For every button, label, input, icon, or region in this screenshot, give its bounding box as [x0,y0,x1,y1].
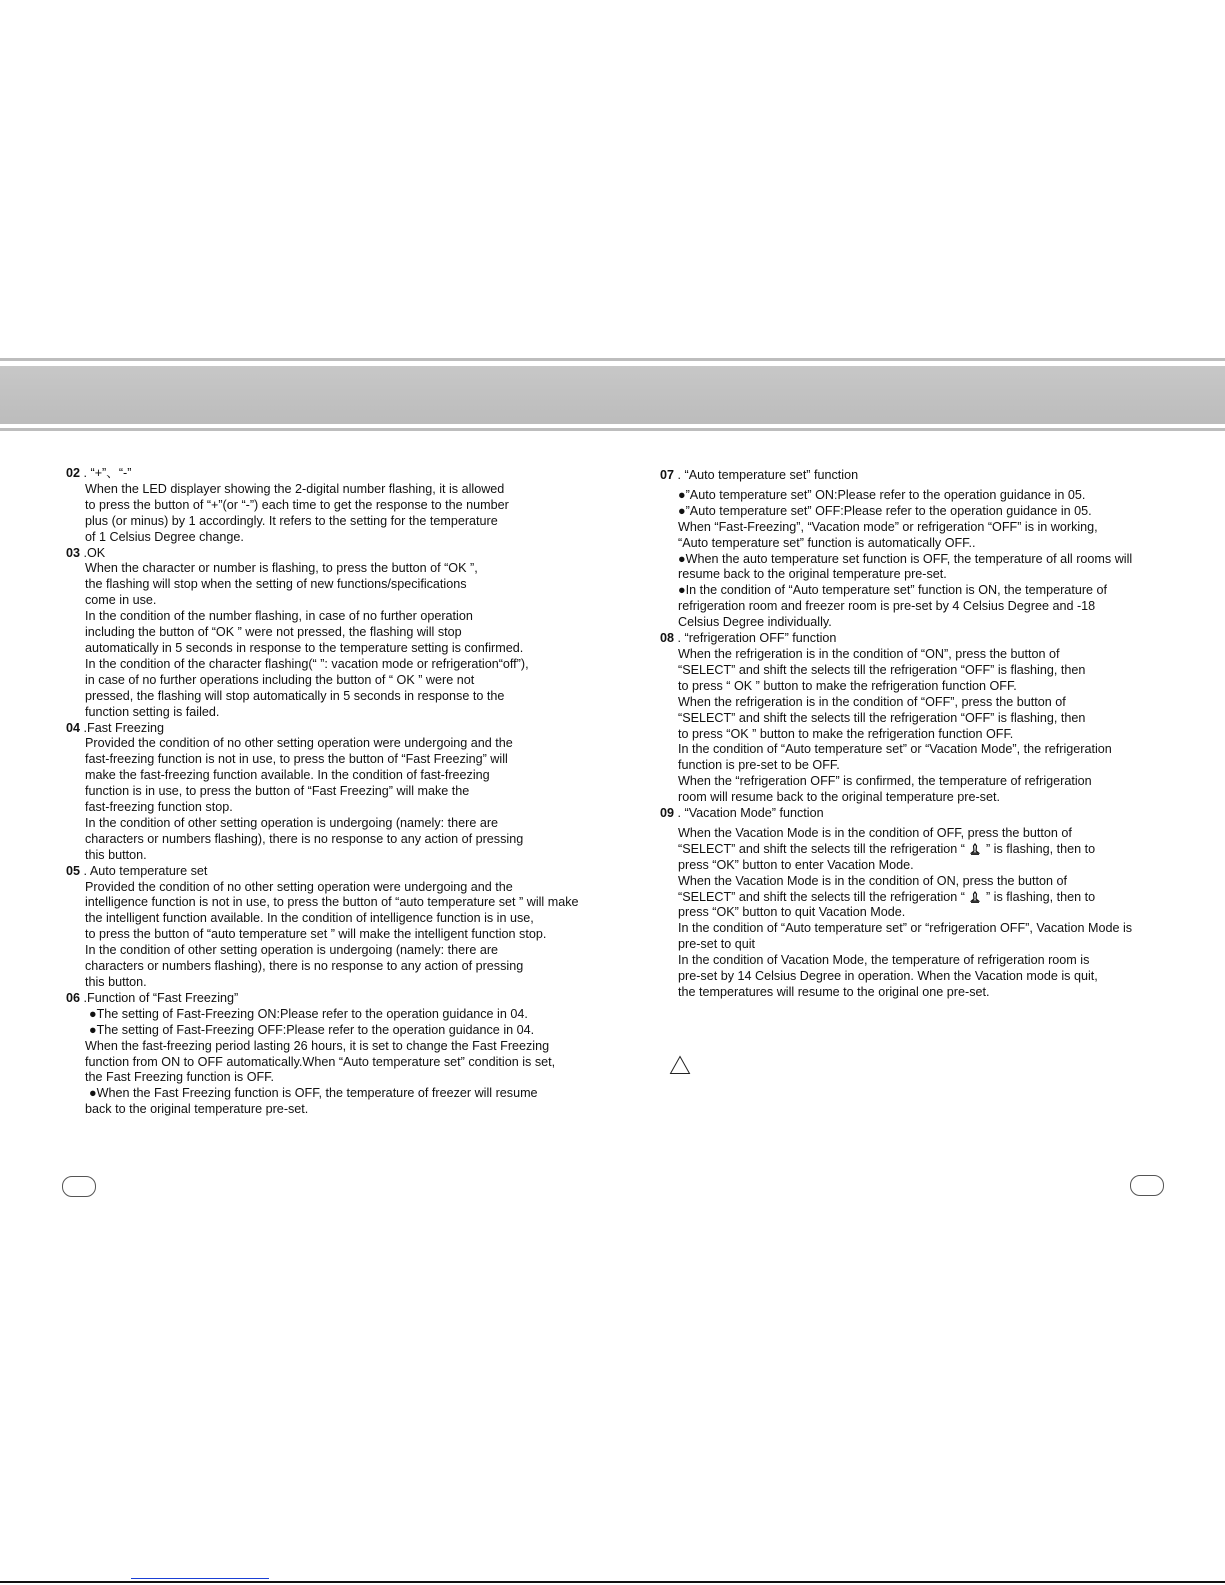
text-line: ●”Auto temperature set” OFF:Please refer to the operation guidance in 05. [678,503,1092,518]
text-line: ●In the condition of “Auto temperature set” function is ON, the temperature of [678,583,1108,598]
text-line: of 1 Celsius Degree change. [85,529,244,544]
section-06-body [85,1007,626,1118]
section-03-title: 03 .OK [66,545,106,560]
text-line: to press “ OK ” button to make the refrigeration function OFF. [678,678,1017,693]
text-line: Provided the condition of no other setting operation were undergoing and the [85,879,513,894]
text-line: pre-set to quit [678,937,756,952]
left-column [66,466,626,1118]
text-line: When the Vacation Mode is in the condition of ON, press the button of [678,873,1067,888]
text-line: When the character or number is flashing, to press the button of “OK ”, [85,561,478,576]
text-line: function is pre-set to be OFF. [678,758,840,773]
section-04-title: 04 .Fast Freezing [66,720,165,735]
section-06-title: 06 .Function of “Fast Freezing” [66,990,239,1005]
section-03-body [85,561,626,720]
vacation-mode-icon [970,843,980,855]
text-line: fast-freezing function is not in use, to press the button of “Fast Freezing” will [85,752,508,767]
section-08-body [678,647,1215,806]
text-line: this button. [85,975,147,989]
section-02-body [85,482,626,546]
text-line: “SELECT” and shift the selects till the refrigeration “ ” is flashing, then to [678,889,1096,904]
text-line: press “OK” button to enter Vacation Mode. [678,857,914,872]
text-line: pre-set by 14 Celsius Degree in operation. When the Vacation mode is quit, [678,969,1098,984]
text-line: ●The setting of Fast-Freezing ON:Please refer to the operation guidance in 04. [89,1006,528,1021]
text-line: Provided the condition of no other setting operation were undergoing and the [85,736,513,751]
text-line: the temperatures will resume to the original one pre-set. [678,985,990,999]
text-line: “SELECT” and shift the selects till the refrigeration “ ” is flashing, then to [678,841,1096,856]
text-line: plus (or minus) by 1 accordingly. It refers to the setting for the temperature [85,513,498,528]
section-09-title: 09 . “Vacation Mode” function [660,806,824,821]
text-line: “Auto temperature set” function is automatically OFF.. [678,535,976,550]
text-line: In the condition of Vacation Mode, the temperature of refrigeration room is [678,953,1090,968]
header-band-bottom-line [0,428,1225,431]
section-07-title: 07 . “Auto temperature set” function [660,468,859,482]
vacation-mode-icon [970,891,980,903]
section-02-title: 02 . “+”、“-” [66,466,132,480]
text-line: function is in use, to press the button of “Fast Freezing” will make the [85,784,470,799]
text-line: function setting is failed. [85,704,220,719]
text-line: pressed, the flashing will stop automatically in 5 seconds in response to the [85,688,505,703]
page-number-oval-left [62,1176,96,1197]
text-line: automatically in 5 seconds in response to the temperature setting is confirmed. [85,640,524,655]
text-line: press “OK” button to quit Vacation Mode. [678,905,906,920]
text-line: When the fast-freezing period lasting 26 hours, it is set to change the Fast Freezing [85,1038,550,1053]
text-line: function from ON to OFF automatically.When “Auto temperature set” condition is set, [85,1054,556,1069]
header-band [0,366,1225,424]
text-line: the flashing will stop when the setting of new functions/specifications [85,577,467,592]
right-column [660,468,1215,1001]
text-line: fast-freezing function stop. [85,800,233,815]
text-line: intelligence function is not in use, to press the button of “auto temperature set ” will make [85,895,579,910]
warning-triangle-icon [669,1055,691,1075]
text-line: In the condition of “Auto temperature set” or “Vacation Mode”, the refrigeration [678,742,1112,757]
section-09-body [678,826,1215,1001]
text-line: “SELECT” and shift the selects till the refrigeration “OFF” is flashing, then [678,710,1086,725]
section-07-body [678,488,1215,631]
text-line: When “Fast-Freezing”, “Vacation mode” or refrigeration “OFF” is in working, [678,519,1098,534]
text-line: ●The setting of Fast-Freezing OFF:Please refer to the operation guidance in 04. [89,1022,535,1037]
text-line: back to the original temperature pre-set. [85,1102,309,1117]
text-line: this button. [85,847,147,862]
header-band-top-line [0,358,1225,361]
text-line: In the condition of the character flashing(“ ”: vacation mode or refrigeration“off”), [85,656,529,671]
text-line: characters or numbers flashing), there is no response to any action of pressing [85,831,524,846]
text-line: When the LED displayer showing the 2-digital number flashing, it is allowed [85,481,505,496]
text-line: In the condition of “Auto temperature set” or “refrigeration OFF”, Vacation Mode is [678,921,1133,936]
bottom-rule [0,1581,1225,1583]
text-line: come in use. [85,593,157,608]
text-line: When the Vacation Mode is in the condition of OFF, press the button of [678,825,1072,840]
text-line: resume back to the original temperature pre-set. [678,567,947,582]
blue-underline [131,1578,269,1579]
text-line: When the refrigeration is in the condition of “OFF”, press the button of [678,694,1066,709]
text-line: to press the button of “+”(or “-”) each time to get the response to the number [85,497,509,512]
text-line: including the button of “OK ” were not pressed, the flashing will stop [85,625,462,640]
text-line: Celsius Degree individually. [678,615,832,630]
text-line: characters or numbers flashing), there is no response to any action of pressing [85,959,524,974]
text-line: refrigeration room and freezer room is pre-set by 4 Celsius Degree and -18 [678,599,1096,614]
text-line: In the condition of the number flashing, in case of no further operation [85,609,473,624]
text-line: “SELECT” and shift the selects till the refrigeration “OFF” is flashing, then [678,662,1086,677]
text-line: to press the button of “auto temperature set ” will make the intelligent function stop. [85,927,547,942]
page-number-oval-right [1130,1175,1164,1196]
text-line: When the “refrigeration OFF” is confirmed, the temperature of refrigeration [678,774,1092,789]
text-line: make the fast-freezing function available. In the condition of fast-freezing [85,768,490,783]
text-line: In the condition of other setting operation is undergoing (namely: there are [85,815,499,830]
text-line: the Fast Freezing function is OFF. [85,1070,274,1085]
text-line: ●When the auto temperature set function is OFF, the temperature of all rooms will [678,551,1133,566]
text-line: the intelligent function available. In the condition of intelligence function is in use, [85,911,534,926]
text-line: When the refrigeration is in the condition of “ON”, press the button of [678,646,1060,661]
text-line: ●When the Fast Freezing function is OFF, the temperature of freezer will resume [89,1086,538,1101]
text-line: ●”Auto temperature set” ON:Please refer to the operation guidance in 05. [678,487,1086,502]
section-04-body [85,736,626,863]
section-08-title: 08 . “refrigeration OFF” function [660,631,837,646]
text-line: to press “OK ” button to make the refrigeration function OFF. [678,726,1014,741]
section-05-body [85,880,626,991]
section-05-title: 05 . Auto temperature set [66,863,208,878]
text-line: In the condition of other setting operation is undergoing (namely: there are [85,943,499,958]
text-line: in case of no further operations including the button of “ OK ” were not [85,672,475,687]
text-line: room will resume back to the original temperature pre-set. [678,790,1000,805]
